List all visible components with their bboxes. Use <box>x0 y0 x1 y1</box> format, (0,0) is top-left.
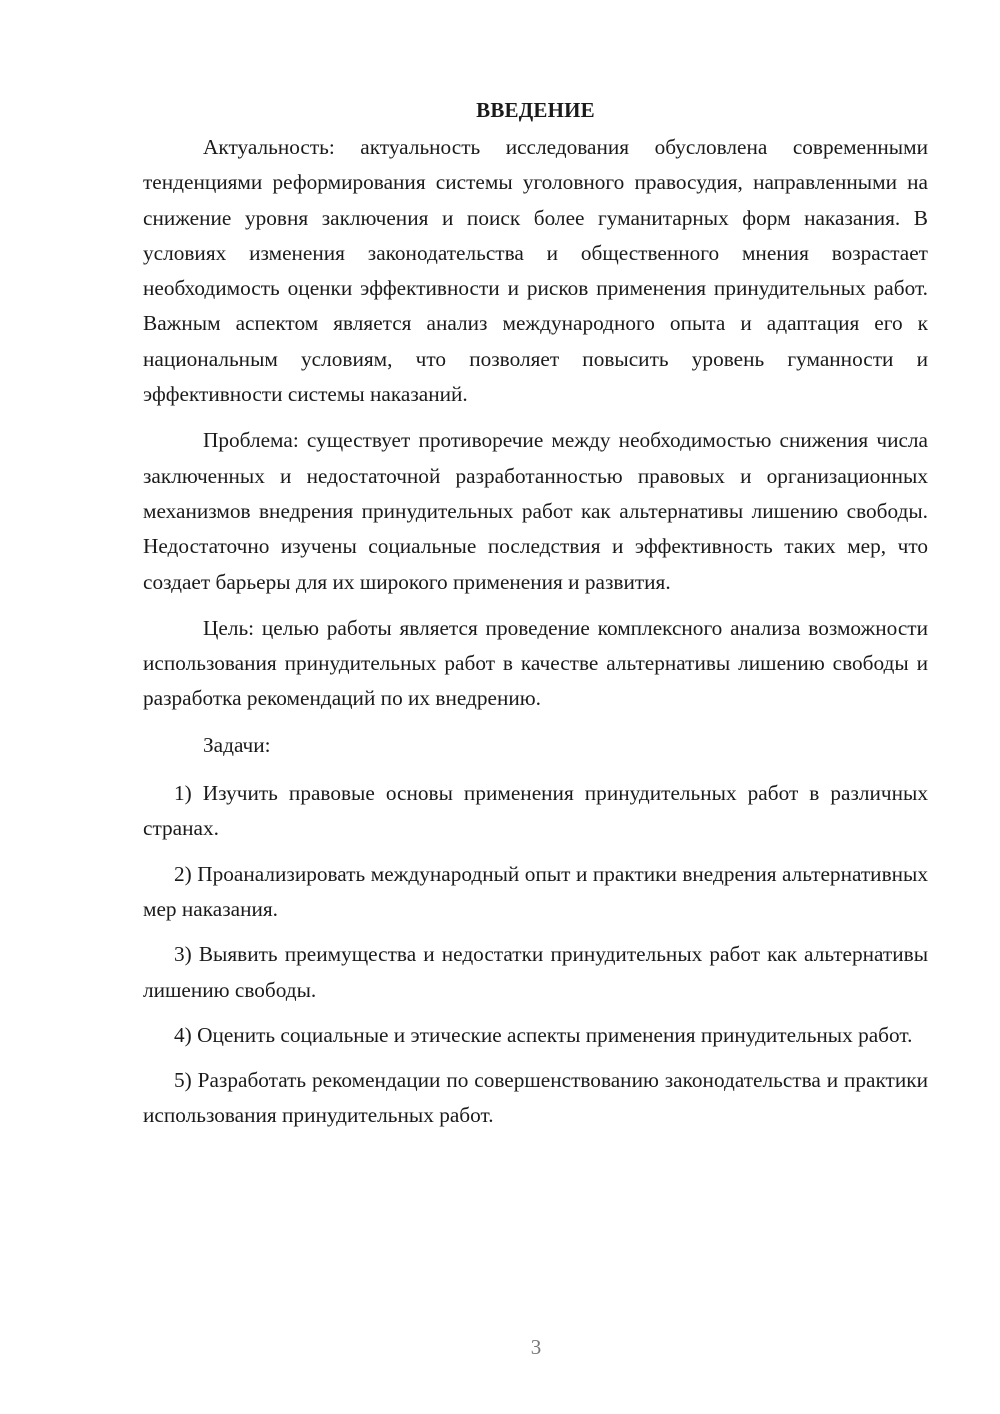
page-number: 3 <box>530 1335 542 1359</box>
task-item-2: 2) Проанализировать международный опыт и практики внедрения альтернативных мер наказания. <box>143 861 928 921</box>
task-item-3: 3) Выявить преимущества и недостатки принудительных работ как альтернативы лишению свободы. <box>143 942 928 1002</box>
page-content <box>143 95 928 1144</box>
task-item-1: 1) Изучить правовые основы применения принудительных работ в различных странах. <box>143 781 928 841</box>
task-item-5: 5) Разработать рекомендации по совершенствованию законодательства и практики использования принудительных работ. <box>143 1068 928 1128</box>
paragraph-relevance: Актуальность: актуальность исследования обусловлена современными тенденциями реформирования системы уголовного правосудия, направленными на снижение уровня заключения и поиск более гуманитарных форм наказания. В условиях изменения законодательства и общественного мнения возрастает необходимость оценки эффективности и рисков применения принудительных работ. Важным аспектом является анализ международного опыта и адаптация его к национальным условиям, что позволяет повысить уровень гуманности и эффективности системы наказаний. <box>143 135 928 407</box>
paragraph-goal: Цель: целью работы является проведение комплексного анализа возможности использования принудительных работ в качестве альтернативы лишению свободы и разработка рекомендаций по их внедрению. <box>143 615 928 711</box>
tasks-heading: Задачи: <box>203 732 271 757</box>
section-title: ВВЕДЕНИЕ <box>476 98 595 122</box>
task-item-4: 4) Оценить социальные и этические аспекты применения принудительных работ. <box>174 1022 913 1047</box>
paragraph-problem: Проблема: существует противоречие между необходимостью снижения числа заключенных и недостаточной разработанностью правовых и организационных механизмов внедрения принудительных работ как альтернативы лишению свободы. Недостаточно изучены социальные последствия и эффективность таких мер, что создает барьеры для их широкого применения и развития. <box>143 428 928 594</box>
